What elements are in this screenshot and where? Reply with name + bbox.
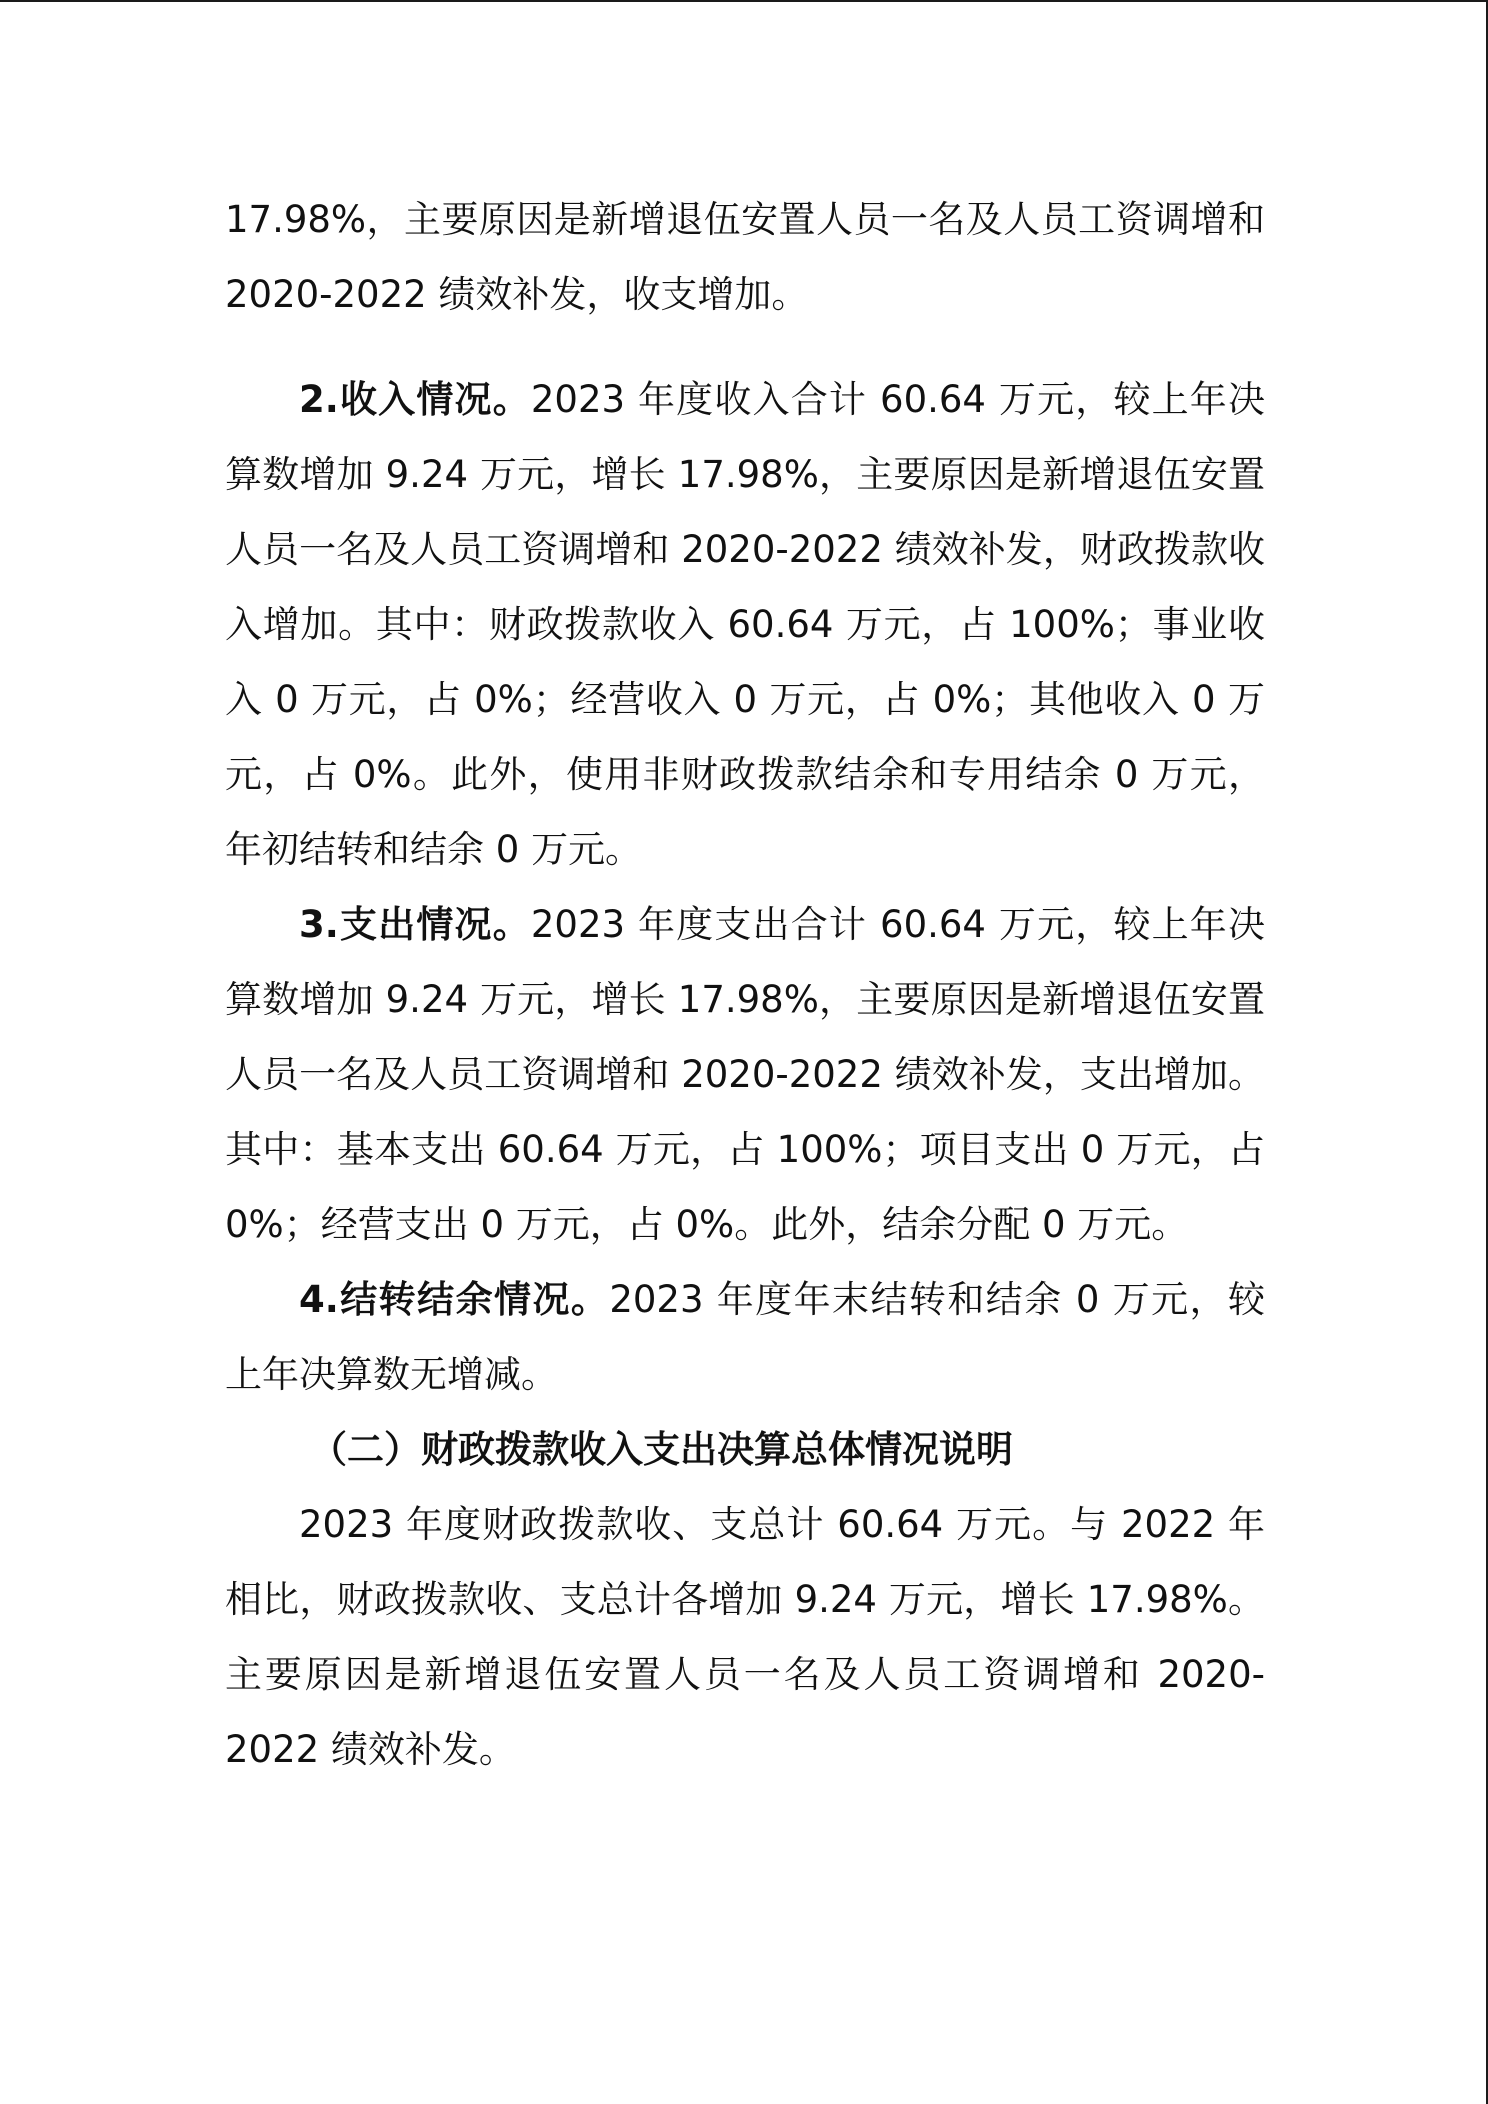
paragraph-text: 2023 年度年末结转和结余 0 万元，较上年决算数无增减。 xyxy=(225,1278,1265,1396)
paragraph-text: 2023 年度收入合计 60.64 万元，较上年决算数增加 9.24 万元，增长 17.98%，主要原因是新增退伍安置人员一名及人员工资调增和 2020-2022 绩效补发，财政拨款收入增加。其中：财政拨款收入 60.64 万元，占 100%；事业收入 0 万元，占 0%；经营收入 0 万元，占 0%；其他收入 0 万元，占 0%。此外，使用非财政拨款结余和专用结余 0 万元，年初结转和结余 0 万元。 xyxy=(225,378,1265,871)
document-body xyxy=(225,182,1265,1787)
paragraph-heading: 3.支出情况。 xyxy=(299,903,531,946)
section-title: （二）财政拨款收入支出决算总体情况说明 xyxy=(310,1427,1013,1471)
paragraph-continuation xyxy=(225,182,1265,332)
paragraph-carryover xyxy=(225,1262,1265,1412)
paragraph-text: 2023 年度财政拨款收、支总计 60.64 万元。与 2022 年相比，财政拨款收、支总计各增加 9.24 万元，增长 17.98%。主要原因是新增退伍安置人员一名及人员工资调增和 2020-2022 绩效补发。 xyxy=(225,1503,1265,1771)
paragraph-text: 17.98%，主要原因是新增退伍安置人员一名及人员工资调增和 2020-2022 绩效补发，收支增加。 xyxy=(225,198,1265,316)
paragraph-expenditure xyxy=(225,887,1265,1262)
paragraph-heading: 2.收入情况。 xyxy=(299,378,531,421)
paragraph-income xyxy=(225,362,1265,887)
paragraph-heading: 4.结转结余情况。 xyxy=(299,1278,610,1321)
paragraph-text: 2023 年度支出合计 60.64 万元，较上年决算数增加 9.24 万元，增长 17.98%，主要原因是新增退伍安置人员一名及人员工资调增和 2020-2022 绩效补发，支出增加。其中：基本支出 60.64 万元，占 100%；项目支出 0 万元，占 0%；经营支出 0 万元，占 0%。此外，结余分配 0 万元。 xyxy=(225,903,1265,1246)
paragraph-fiscal-summary xyxy=(225,1487,1265,1787)
